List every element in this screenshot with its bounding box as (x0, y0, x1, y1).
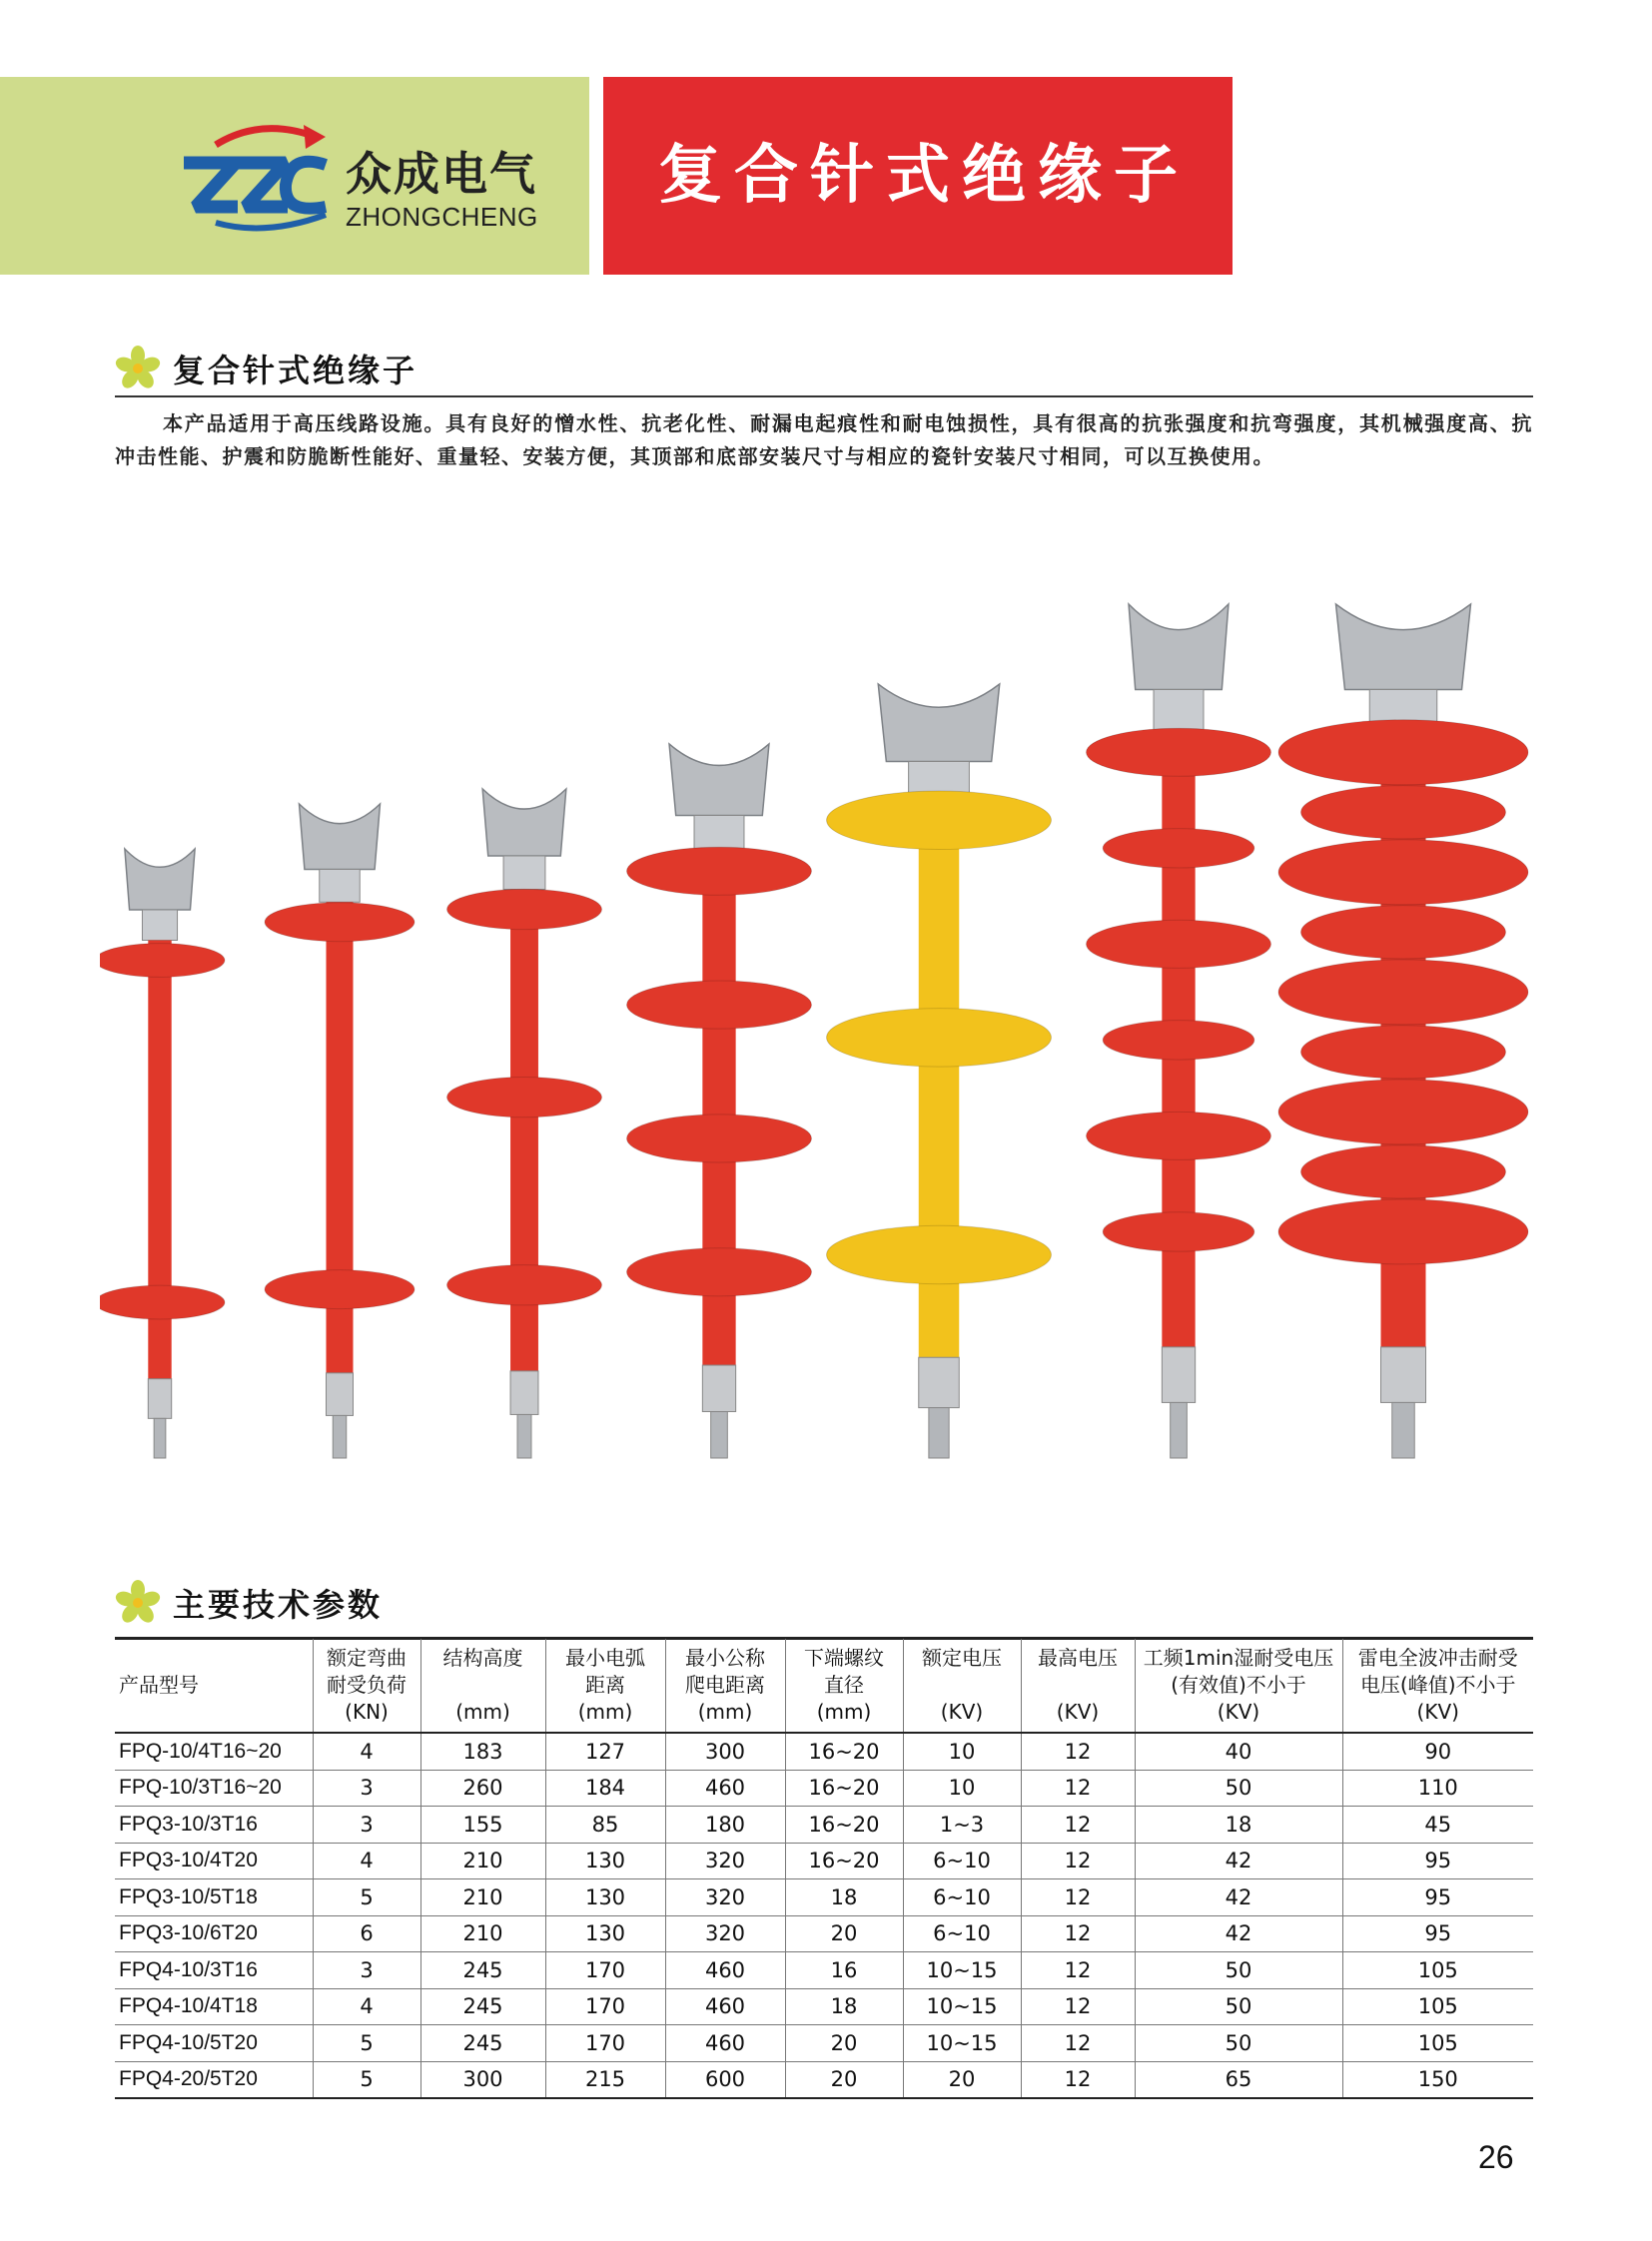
value-cell: 90 (1342, 1733, 1533, 1770)
value-cell: 95 (1342, 1843, 1533, 1879)
insulator-shed (1301, 1026, 1506, 1079)
header-line: (KV) (1056, 1700, 1100, 1724)
table-header-cell (420, 1639, 545, 1733)
insulator-fitting (1154, 690, 1204, 733)
section-heading-product (115, 346, 417, 391)
value-cell: 170 (545, 1952, 665, 1989)
insulator-shed (1301, 786, 1506, 839)
value-cell: 130 (545, 1915, 665, 1952)
value-cell: 50 (1135, 2025, 1342, 2062)
table-header-row (115, 1639, 1533, 1733)
insulator-bolt (154, 1418, 166, 1458)
value-cell: 18 (1135, 1807, 1342, 1844)
value-cell: 16 (785, 1952, 903, 1989)
model-cell: FPQ4-10/5T20 (115, 2025, 313, 2062)
insulator-shed (827, 791, 1052, 850)
insulator-shed (1087, 920, 1271, 968)
model-cell: FPQ3-10/3T16 (115, 1807, 313, 1844)
value-cell: 12 (1021, 2025, 1135, 2062)
insulator-shed (447, 1265, 602, 1305)
value-cell: 12 (1021, 1733, 1135, 1770)
value-cell: 6~10 (903, 1915, 1021, 1952)
value-cell: 300 (665, 1733, 785, 1770)
header-line: 额定弯曲 (327, 1646, 407, 1670)
model-cell: FPQ4-10/3T16 (115, 1952, 313, 1989)
header-line: 额定电压 (922, 1646, 1002, 1670)
table-row (115, 1879, 1533, 1916)
insulator-shed (1087, 728, 1271, 776)
value-cell: 600 (665, 2061, 785, 2098)
value-cell: 180 (665, 1807, 785, 1844)
value-cell: 18 (785, 1988, 903, 2025)
value-cell: 20 (903, 2061, 1021, 2098)
header-line: 距离 (585, 1673, 625, 1697)
value-cell: 12 (1021, 1770, 1135, 1807)
insulator-fitting (320, 870, 361, 903)
table-header-cell (115, 1639, 313, 1733)
brand-name-cn: 众成电气 (346, 147, 537, 201)
insulator-cap (482, 789, 566, 856)
section-heading-specs (115, 1580, 383, 1626)
value-cell: 4 (313, 1988, 420, 2025)
model-cell: FPQ3-10/4T20 (115, 1843, 313, 1879)
insulator-shed (265, 903, 414, 942)
insulator-shed (100, 1285, 225, 1319)
section-divider (115, 395, 1533, 397)
value-cell: 20 (785, 2061, 903, 2098)
spec-table (115, 1639, 1533, 2099)
insulator-fitting (503, 856, 545, 890)
header-line: (KV) (1416, 1700, 1459, 1724)
value-cell: 40 (1135, 1733, 1342, 1770)
insulator-cap (125, 849, 195, 910)
insulator-bolt (929, 1408, 949, 1458)
insulator-bolt (1171, 1402, 1188, 1458)
value-cell: 12 (1021, 1879, 1135, 1916)
table-header-cell (1135, 1639, 1342, 1733)
header-line: 最小公称 (685, 1646, 765, 1670)
header-line (423, 1672, 543, 1699)
value-cell: 130 (545, 1879, 665, 1916)
value-cell: 50 (1135, 1988, 1342, 2025)
value-cell: 260 (420, 1770, 545, 1807)
value-cell: 50 (1135, 1952, 1342, 1989)
header-line: 最小电弧 (565, 1646, 645, 1670)
value-cell: 320 (665, 1915, 785, 1952)
value-cell: 460 (665, 1770, 785, 1807)
insulator-shed (1301, 1145, 1506, 1198)
value-cell: 10~15 (903, 1988, 1021, 2025)
header-line: 下端螺纹 (804, 1646, 884, 1670)
insulator-shed (627, 1248, 812, 1296)
value-cell: 10~15 (903, 1952, 1021, 1989)
table-header-cell (785, 1639, 903, 1733)
value-cell: 320 (665, 1843, 785, 1879)
header-line (906, 1672, 1019, 1699)
header-line: 直径 (824, 1673, 864, 1697)
value-cell: 110 (1342, 1770, 1533, 1807)
value-cell: 6 (313, 1915, 420, 1952)
insulator-cap (1336, 604, 1471, 690)
section-title-specs: 主要技术参数 (173, 1586, 384, 1624)
header-line: (有效值)不小于 (1171, 1673, 1306, 1697)
insulator-bolt (711, 1412, 728, 1458)
flower-bullet-icon (115, 1580, 161, 1626)
value-cell: 210 (420, 1915, 545, 1952)
insulator-shed (1278, 840, 1528, 905)
value-cell: 95 (1342, 1879, 1533, 1916)
value-cell: 460 (665, 2025, 785, 2062)
value-cell: 10 (903, 1770, 1021, 1807)
insulator-shed (627, 847, 812, 895)
flower-bullet-icon (115, 346, 161, 391)
insulator-shed (1103, 1021, 1254, 1060)
value-cell: 16~20 (785, 1807, 903, 1844)
header-line: 结构高度 (442, 1646, 523, 1670)
value-cell: 50 (1135, 1770, 1342, 1807)
insulator-bolt (517, 1414, 531, 1458)
insulator-shed (1278, 720, 1528, 785)
header-line: (KV) (1217, 1700, 1260, 1724)
value-cell: 183 (420, 1733, 545, 1770)
header-line: (KV) (940, 1700, 984, 1724)
header-line: 耐受负荷 (327, 1673, 407, 1697)
header-line (1024, 1672, 1133, 1699)
insulator-shed (1103, 829, 1254, 868)
value-cell: 20 (785, 2025, 903, 2062)
product-photo (100, 599, 1558, 1478)
value-cell: 42 (1135, 1879, 1342, 1916)
header-line: (mm) (697, 1700, 753, 1724)
value-cell: 5 (313, 1879, 420, 1916)
header-line: 电压(峰值)不小于 (1359, 1673, 1516, 1697)
table-row (115, 1807, 1533, 1844)
value-cell: 42 (1135, 1843, 1342, 1879)
model-cell: FPQ4-10/4T18 (115, 1988, 313, 2025)
header-line: 最高电压 (1038, 1646, 1118, 1670)
product-description: 本产品适用于高压线路设施。具有良好的憎水性、抗老化性、耐漏电起痕性和耐电蚀损性，具有很高的抗张强度和抗弯强度，其机械强度高、抗冲击性能、护震和防脆断性能好、重量轻、安装方便，其顶部和底部安装尺寸与相应的瓷针安装尺寸相同，可以互换使用。 (115, 411, 1533, 468)
value-cell: 300 (420, 2061, 545, 2098)
insulator-cap (669, 744, 769, 816)
value-cell: 460 (665, 1988, 785, 2025)
value-cell: 245 (420, 2025, 545, 2062)
insulator-shed (1087, 1112, 1271, 1159)
value-cell: 245 (420, 1988, 545, 2025)
header-title: 复合针式绝缘子 (658, 139, 1190, 213)
value-cell: 5 (313, 2061, 420, 2098)
value-cell: 12 (1021, 2061, 1135, 2098)
insulator-shed (1278, 1080, 1528, 1144)
value-cell: 65 (1135, 2061, 1342, 2098)
value-cell: 4 (313, 1733, 420, 1770)
insulator-nut (327, 1373, 354, 1416)
header-line: (mm) (816, 1700, 872, 1724)
insulator-nut (919, 1357, 960, 1407)
value-cell: 16~20 (785, 1733, 903, 1770)
value-cell: 320 (665, 1879, 785, 1916)
value-cell: 460 (665, 1952, 785, 1989)
insulator-shed (827, 1009, 1052, 1068)
header-line: 工频1min湿耐受电压 (1143, 1646, 1334, 1670)
table-header-cell (1342, 1639, 1533, 1733)
value-cell: 105 (1342, 1988, 1533, 2025)
value-cell: 6~10 (903, 1843, 1021, 1879)
page-number: 26 (1478, 2139, 1514, 2175)
insulator-cap (878, 684, 1000, 762)
value-cell: 45 (1342, 1807, 1533, 1844)
value-cell: 105 (1342, 2025, 1533, 2062)
insulator-shed (265, 1270, 414, 1309)
table-row (115, 2025, 1533, 2062)
table-header-cell (665, 1639, 785, 1733)
value-cell: 245 (420, 1952, 545, 1989)
insulator-fitting (142, 910, 177, 941)
value-cell: 155 (420, 1807, 545, 1844)
insulator-shed (827, 1225, 1052, 1284)
value-cell: 12 (1021, 1843, 1135, 1879)
table-row (115, 1915, 1533, 1952)
value-cell: 130 (545, 1843, 665, 1879)
insulator-shed (1278, 1199, 1528, 1264)
table-header-cell (1021, 1639, 1135, 1733)
value-cell: 127 (545, 1733, 665, 1770)
insulator-shed (1301, 906, 1506, 959)
value-cell: 1~3 (903, 1807, 1021, 1844)
value-cell: 16~20 (785, 1770, 903, 1807)
value-cell: 6~10 (903, 1879, 1021, 1916)
value-cell: 170 (545, 2025, 665, 2062)
insulator-fitting (694, 816, 744, 852)
header-line: 爬电距离 (685, 1673, 765, 1697)
value-cell: 12 (1021, 1915, 1135, 1952)
model-cell: FPQ3-10/5T18 (115, 1879, 313, 1916)
table-row (115, 2061, 1533, 2098)
insulator-bolt (1392, 1402, 1415, 1458)
insulator-cap (1129, 604, 1229, 690)
table-header-cell (313, 1639, 420, 1733)
model-cell: FPQ-10/4T16~20 (115, 1733, 313, 1770)
insulator-shed (627, 981, 812, 1029)
brand-name-en: ZHONGCHENG (346, 202, 538, 232)
value-cell: 150 (1342, 2061, 1533, 2098)
model-cell: FPQ4-20/5T20 (115, 2061, 313, 2098)
value-cell: 95 (1342, 1915, 1533, 1952)
insulator-nut (1162, 1347, 1195, 1403)
value-cell: 18 (785, 1879, 903, 1916)
value-cell: 105 (1342, 1952, 1533, 1989)
value-cell: 3 (313, 1770, 420, 1807)
insulator-nut (1381, 1347, 1426, 1403)
brand-logo (176, 110, 555, 245)
value-cell: 170 (545, 1988, 665, 2025)
zzc-logo-icon (176, 115, 341, 235)
insulator-bolt (333, 1415, 347, 1458)
value-cell: 3 (313, 1952, 420, 1989)
insulator-shed (1103, 1212, 1254, 1251)
insulator-shed (627, 1115, 812, 1162)
insulator-shed (100, 944, 225, 978)
insulator-nut (510, 1371, 538, 1415)
table-header-cell (545, 1639, 665, 1733)
value-cell: 12 (1021, 1952, 1135, 1989)
table-row (115, 1843, 1533, 1879)
value-cell: 210 (420, 1843, 545, 1879)
insulator-cap (300, 804, 381, 870)
header-line: (KN) (345, 1700, 389, 1724)
model-cell: FPQ3-10/6T20 (115, 1915, 313, 1952)
insulator-shed (1278, 960, 1528, 1025)
section-title-product: 复合针式绝缘子 (173, 352, 418, 389)
table-header-cell (903, 1639, 1021, 1733)
value-cell: 215 (545, 2061, 665, 2098)
table-row (115, 1770, 1533, 1807)
insulator-shed (447, 889, 602, 929)
value-cell: 10 (903, 1733, 1021, 1770)
value-cell: 5 (313, 2025, 420, 2062)
value-cell: 20 (785, 1915, 903, 1952)
value-cell: 210 (420, 1879, 545, 1916)
table-row (115, 1988, 1533, 2025)
header-line: 雷电全波冲击耐受 (1357, 1646, 1518, 1670)
table-row (115, 1733, 1533, 1770)
header-line: 产品型号 (119, 1673, 199, 1697)
value-cell: 10~15 (903, 2025, 1021, 2062)
header-line: (mm) (455, 1700, 510, 1724)
value-cell: 184 (545, 1770, 665, 1807)
table-row (115, 1952, 1533, 1989)
value-cell: 12 (1021, 1988, 1135, 2025)
model-cell: FPQ-10/3T16~20 (115, 1770, 313, 1807)
header-line: (mm) (577, 1700, 633, 1724)
value-cell: 16~20 (785, 1843, 903, 1879)
value-cell: 85 (545, 1807, 665, 1844)
insulator-nut (148, 1379, 171, 1419)
insulator-shed (447, 1077, 602, 1117)
value-cell: 42 (1135, 1915, 1342, 1952)
value-cell: 4 (313, 1843, 420, 1879)
value-cell: 3 (313, 1807, 420, 1844)
value-cell: 12 (1021, 1807, 1135, 1844)
insulator-nut (702, 1365, 735, 1411)
